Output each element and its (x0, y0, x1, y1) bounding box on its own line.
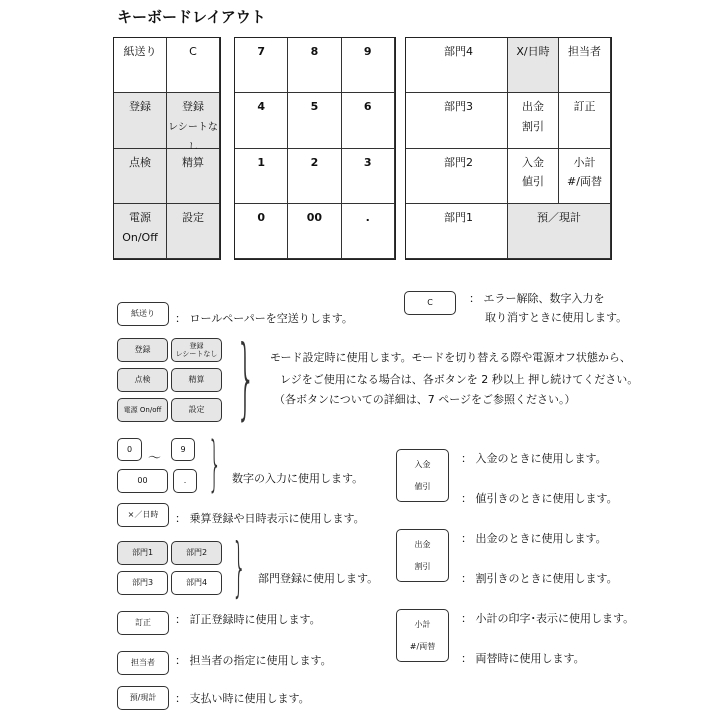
legend-key-register-no-receipt: 登録 レシートなし (171, 338, 222, 362)
key-dept1[interactable]: 部門1 (406, 204, 508, 259)
legend-text-x-date: ： 乗算登録や日時表示に使用します。 (175, 512, 365, 525)
legend-text-deposit-1: ： 入金のときに使用します。 (461, 452, 607, 465)
legend-key-settings: 設定 (171, 398, 222, 422)
key-8[interactable]: 8 (288, 38, 341, 93)
legend-text-mode-2: レジをご使用になる場合は、各ボタンを 2 秒以上 押し続けてください。 (280, 373, 639, 386)
key-7[interactable]: 7 (235, 38, 288, 93)
page-title: キーボードレイアウト (117, 8, 266, 26)
key-staff[interactable]: 担当者 (559, 38, 611, 93)
legend-text-clear-1: ： エラー解除、数字入力を (469, 292, 605, 305)
key-tender-cash[interactable]: 預／現計 (508, 204, 611, 259)
legend-key-settle: 精算 (171, 368, 222, 392)
legend-key-power: 電源 On/off (117, 398, 168, 422)
key-paper-feed[interactable]: 紙送り (114, 38, 167, 93)
legend-key-clear: C (404, 291, 456, 315)
legend-key-00: 00 (117, 469, 168, 493)
legend-text-tender: ： 支払い時に使用します。 (175, 692, 310, 705)
legend-key-tender: 預/現計 (117, 686, 169, 710)
key-inspect[interactable]: 点検 (114, 149, 167, 204)
legend-key-withdraw: 出金 割引 (396, 529, 449, 582)
legend-key-0: 0 (117, 438, 142, 461)
legend-text-correction: ： 訂正登録時に使用します。 (175, 613, 321, 626)
legend-text-withdraw-2: ： 割引きのときに使用します。 (461, 572, 618, 585)
key-dept3[interactable]: 部門3 (406, 93, 508, 148)
key-subtotal-exchange[interactable]: 小計 #/両替 (559, 149, 611, 204)
legend-text-staff: ： 担当者の指定に使用します。 (175, 654, 332, 667)
legend-key-dept1: 部門1 (117, 541, 168, 565)
key-00[interactable]: 00 (288, 204, 341, 259)
key-dept2[interactable]: 部門2 (406, 149, 508, 204)
key-correction[interactable]: 訂正 (559, 93, 611, 148)
legend-key-register: 登録 (117, 338, 168, 362)
legend-key-subtotal: 小計 #/両替 (396, 609, 449, 662)
key-withdraw-discount[interactable]: 出金 割引 (508, 93, 559, 148)
legend-key-x-date: ×／日時 (117, 503, 169, 527)
legend-key-dot: . (173, 469, 197, 493)
legend-text-numbers: 数字の入力に使用します。 (232, 472, 364, 485)
key-1[interactable]: 1 (235, 149, 288, 204)
key-settle[interactable]: 精算 (167, 149, 220, 204)
key-x-date[interactable]: X/日時 (508, 38, 559, 93)
key-3[interactable]: 3 (342, 149, 395, 204)
legend-key-correction: 訂正 (117, 611, 169, 635)
legend-text-deposit-2: ： 値引きのときに使用します。 (461, 492, 618, 505)
brace-icon: } (232, 531, 247, 605)
key-4[interactable]: 4 (235, 93, 288, 148)
brace-icon: } (236, 326, 256, 429)
legend-text-withdraw-1: ： 出金のときに使用します。 (461, 532, 607, 545)
legend-tilde: ～ (148, 451, 162, 466)
key-9[interactable]: 9 (342, 38, 395, 93)
legend-text-mode-3: （各ボタンについての詳細は、7 ページをご参照ください。） (274, 393, 576, 406)
legend-key-dept3: 部門3 (117, 571, 168, 595)
key-register-no-receipt[interactable]: 登録 レシートな (167, 93, 220, 148)
legend-key-dept4: 部門4 (171, 571, 222, 595)
legend-key-paper-feed: 紙送り (117, 302, 169, 326)
key-0[interactable]: 0 (235, 204, 288, 259)
key-deposit-markdown[interactable]: 入金 値引 (508, 149, 559, 204)
keypad-department (405, 37, 612, 260)
legend-text-clear-2: 取り消すときに使用します。 (485, 311, 628, 324)
key-register[interactable]: 登録 (114, 93, 167, 148)
legend-key-inspect: 点検 (117, 368, 168, 392)
key-6[interactable]: 6 (342, 93, 395, 148)
legend-key-deposit: 入金 値引 (396, 449, 449, 502)
key-5[interactable]: 5 (288, 93, 341, 148)
key-settings[interactable]: 設定 (167, 204, 220, 259)
keypad-function (113, 37, 221, 260)
key-dept4[interactable]: 部門4 (406, 38, 508, 93)
legend-key-dept2: 部門2 (171, 541, 222, 565)
key-power[interactable]: 電源 On/Off (114, 204, 167, 259)
key-dot[interactable]: . (342, 204, 395, 259)
legend-key-9: 9 (171, 438, 195, 461)
legend-text-paper-feed: ： ロールペーパーを空送りします。 (175, 312, 353, 325)
legend-text-mode-1: モード設定時に使用します。モードを切り替える際や電源オフ状態から、 (270, 351, 631, 364)
key-clear[interactable]: C (167, 38, 220, 93)
legend-text-subtotal-1: ： 小計の印字･表示に使用します。 (461, 612, 635, 625)
legend-key-staff: 担当者 (117, 651, 169, 675)
keypad-numbers (234, 37, 396, 260)
legend-text-subtotal-2: ： 両替時に使用します。 (461, 652, 585, 665)
key-2[interactable]: 2 (288, 149, 341, 204)
brace-icon: } (208, 429, 222, 499)
legend-text-depts: 部門登録に使用します。 (258, 572, 379, 585)
